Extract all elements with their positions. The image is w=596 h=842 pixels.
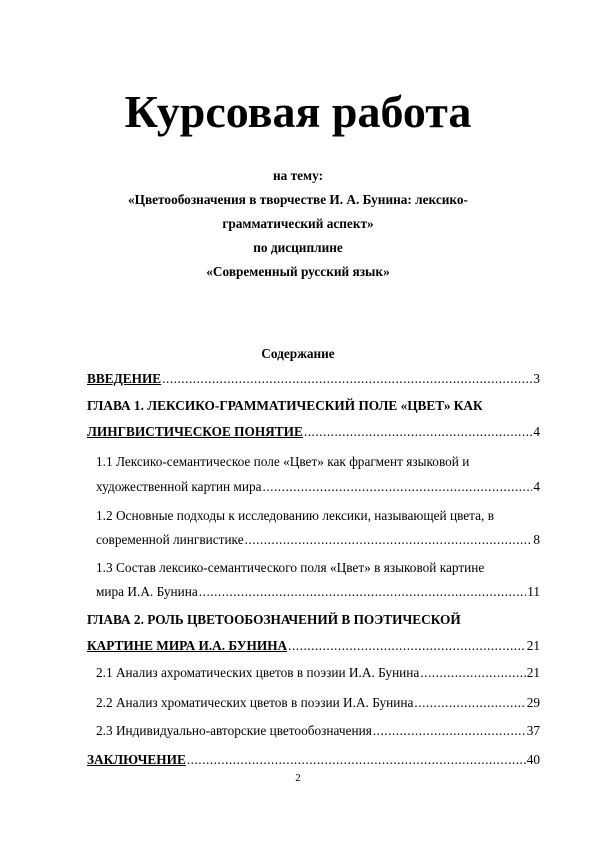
subtitle-topic-label: на тему: [272,168,324,183]
toc-entry-title: ЛИНГВИСТИЧЕСКОЕ ПОНЯТИЕ [87,424,303,439]
subtitle-discipline-label: по дисциплине [253,240,343,255]
toc-entry-title: ЗАКЛЮЧЕНИЕ [87,752,186,767]
toc-entry-title: художественной картин мира [96,479,262,494]
toc-leader-dots [187,752,526,768]
toc-entry-section-1-2[interactable] [96,532,540,548]
toc-entry-title: КАРТИНЕ МИРА И.А. БУНИНА [87,638,288,653]
toc-section-1-3-line1: 1.3 Состав лексико-семантического поля «Цвет» в языковой картине [96,560,485,575]
toc-entry-page: 37 [526,723,540,738]
toc-entry-page: 8 [533,532,540,547]
toc-entry-page: 11 [527,584,540,599]
toc-entry-conclusion[interactable] [87,752,540,768]
subtitle-topic-line2: грамматический аспект» [222,216,374,231]
toc-entry-page: 40 [526,752,540,767]
toc-entry-title: 2.1 Анализ ахроматических цветов в поэзии И.А. Бунина [96,665,420,680]
subtitle-topic-line1: «Цветообозначения в творчестве И. А. Бунина: лексико- [127,192,468,207]
toc-entry-chapter-1[interactable] [87,424,540,440]
toc-leader-dots [199,584,526,600]
document-title: Курсовая работа [124,86,472,137]
subtitle-discipline-name: «Современный русский язык» [206,264,390,279]
toc-leader-dots [414,695,525,711]
toc-heading: Содержание [261,346,335,361]
toc-entry-chapter-2[interactable] [87,638,540,654]
toc-entry-title: ВВЕДЕНИЕ [87,371,162,386]
toc-leader-dots [373,723,526,739]
toc-entry-introduction[interactable] [87,371,540,387]
toc-entry-section-2-2[interactable] [96,695,540,711]
toc-leader-dots [245,532,533,548]
toc-entry-title: мира И.А. Бунина [96,584,198,599]
toc-entry-title: современной лингвистике [96,532,244,547]
toc-leader-dots [288,638,526,654]
toc-entry-section-1-3[interactable] [96,584,540,600]
toc-entry-section-2-3[interactable] [96,723,540,739]
toc-leader-dots [162,371,532,387]
toc-leader-dots [420,665,525,681]
toc-section-1-1-line1: 1.1 Лексико-семантическое поле «Цвет» как фрагмент языковой и [96,454,470,469]
toc-entry-page: 3 [533,371,540,386]
page-number: 2 [295,772,301,784]
toc-entry-title: 2.3 Индивидуально-авторские цветообозначения [96,723,372,738]
toc-entry-page: 4 [533,424,540,439]
toc-entry-page: 4 [533,479,540,494]
toc-entry-section-1-1[interactable] [96,479,540,495]
toc-entry-section-2-1[interactable] [96,665,540,681]
toc-entry-page: 21 [526,638,540,653]
toc-chapter2-line1: ГЛАВА 2. РОЛЬ ЦВЕТООБОЗНАЧЕНИЙ В ПОЭТИЧЕСКОЙ [87,612,461,627]
toc-entry-title: 2.2 Анализ хроматических цветов в поэзии И.А. Бунина [96,695,414,710]
toc-entry-page: 21 [526,665,540,680]
toc-section-1-2-line1: 1.2 Основные подходы к исследованию лексики, называющей цвета, в [96,508,494,523]
toc-leader-dots [304,424,532,440]
toc-entry-page: 29 [526,695,540,710]
toc-chapter1-line1: ГЛАВА 1. ЛЕКСИКО-ГРАММАТИЧЕСКИЙ ПОЛЕ «ЦВЕТ» КАК [87,398,483,413]
toc-leader-dots [263,479,533,495]
